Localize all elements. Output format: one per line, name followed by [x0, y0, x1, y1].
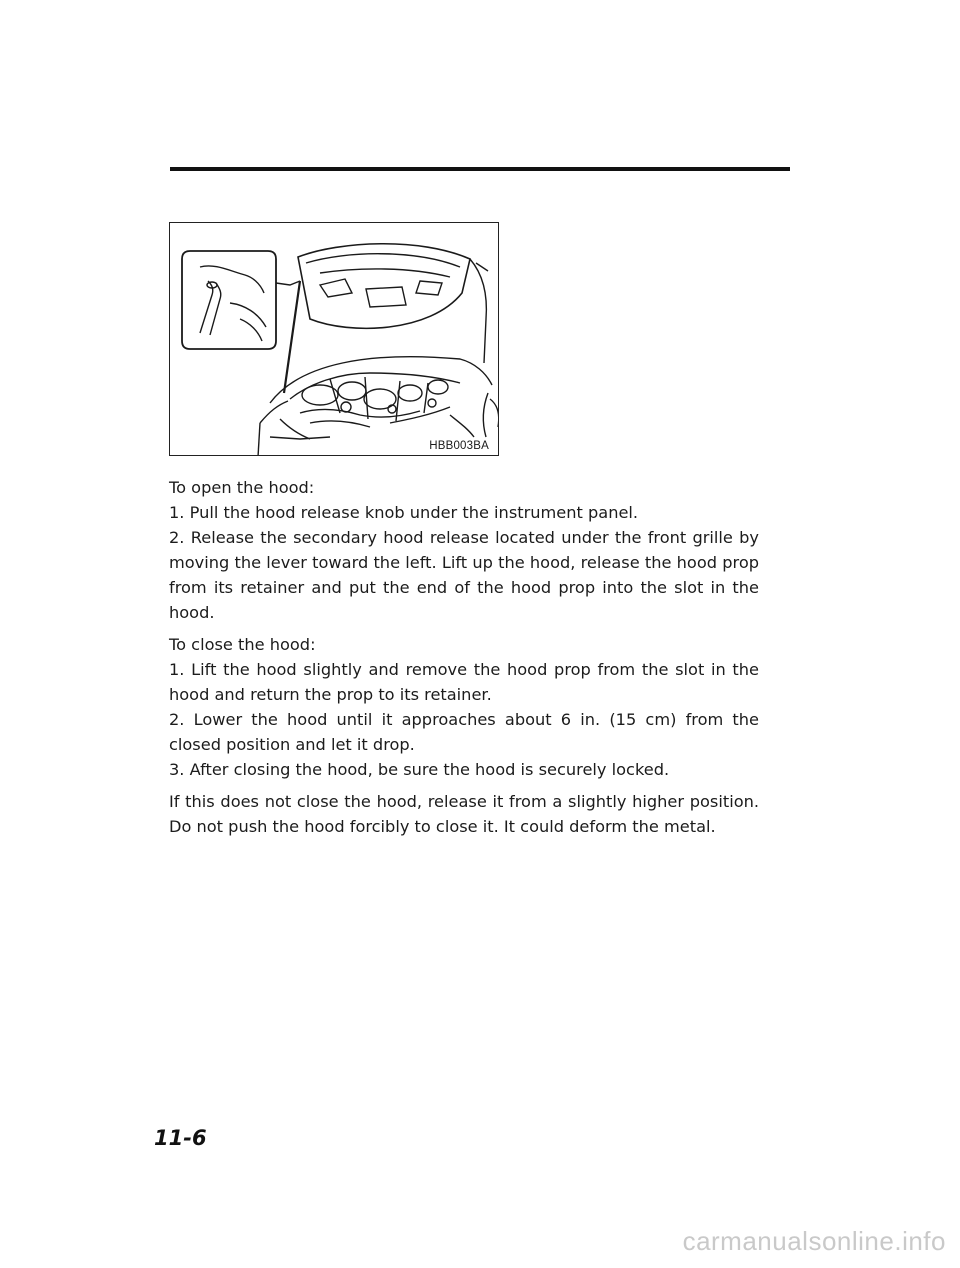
open-step-1: 1. Pull the hood release knob under the instrument panel.	[169, 503, 639, 522]
engine-hood-illustration-icon	[170, 223, 499, 456]
watermark: carmanualsonline.info	[682, 1226, 946, 1256]
figure-code: HBB003BA	[429, 440, 489, 452]
open-step-2: 2. Release the secondary hood release located under the front grille by moving the lever toward the left. Lift up the hood, release the hood prop from its retainer and put the end of the hood prop into the slot in the hood.	[169, 528, 759, 622]
close-step-1: 1. Lift the hood slightly and remove the hood prop from the slot in the hood and return the prop to its retainer.	[169, 660, 759, 704]
close-step-2: 2. Lower the hood until it approaches about 6 in. (15 cm) from the closed position and let it drop.	[169, 710, 759, 754]
hood-figure	[169, 222, 499, 456]
open-heading: To open the hood:	[169, 478, 315, 497]
header-rule	[170, 167, 790, 171]
note-paragraph: If this does not close the hood, release it from a slightly higher position. Do not push the hood forcibly to close it. It could deform the metal.	[169, 792, 759, 836]
close-heading: To close the hood:	[169, 635, 316, 654]
close-step-3: 3. After closing the hood, be sure the hood is securely locked.	[169, 760, 670, 779]
body-text	[169, 475, 759, 839]
page-number: 11-6	[154, 1126, 207, 1150]
